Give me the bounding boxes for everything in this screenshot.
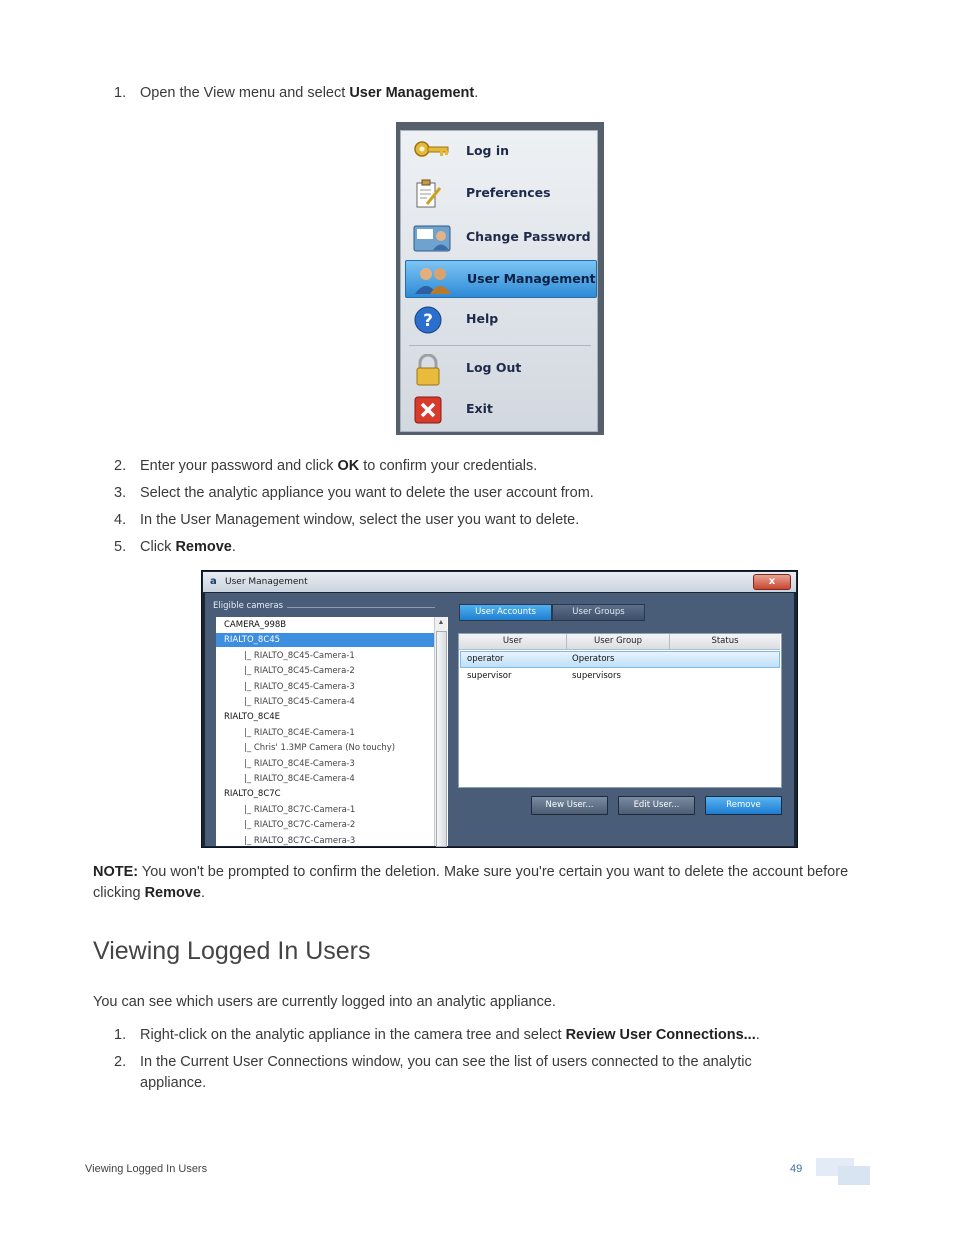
menu-item-label: User Management xyxy=(467,271,596,286)
group-divider xyxy=(287,607,435,608)
tree-item[interactable]: |_ Chris' 1.3MP Camera (No touchy) xyxy=(244,743,396,754)
footer-section-title: Viewing Logged In Users xyxy=(85,1163,208,1175)
tree-item[interactable]: RIALTO_8C7C xyxy=(224,789,281,800)
menu-item-label: Exit xyxy=(466,401,493,416)
tree-item[interactable]: RIALTO_8C45 xyxy=(216,633,434,647)
column-header-user[interactable]: User xyxy=(459,634,567,650)
tree-item[interactable]: |_ RIALTO_8C4E-Camera-4 xyxy=(244,774,355,784)
step-bold: Review User Connections... xyxy=(565,1027,756,1043)
step-bold: Remove xyxy=(175,539,232,555)
table-row[interactable] xyxy=(460,651,780,668)
tree-item[interactable]: |_ RIALTO_8C45-Camera-2 xyxy=(244,666,355,677)
cell-user-group: Operators xyxy=(572,654,615,664)
menu-item-label: Log Out xyxy=(466,360,522,375)
tree-item[interactable]: RIALTO_8C4E xyxy=(224,712,281,723)
view-menu xyxy=(400,130,598,432)
scroll-thumb[interactable] xyxy=(436,631,447,847)
menu-item-preferences[interactable] xyxy=(405,175,595,211)
step-number: 2. xyxy=(114,458,127,474)
camera-tree[interactable] xyxy=(216,617,448,846)
menu-item-label: Log in xyxy=(466,143,510,158)
menu-item-log-in[interactable] xyxy=(405,133,595,169)
tree-item[interactable]: |_ RIALTO_8C7C-Camera-1 xyxy=(244,804,356,815)
exit-icon xyxy=(413,395,443,423)
tab-user-groups[interactable]: User Groups xyxy=(552,604,645,621)
menu-item-user-management[interactable] xyxy=(405,260,597,298)
lock-icon xyxy=(413,354,443,382)
step-text: Enter your password and click xyxy=(140,458,338,474)
edit-user-button[interactable]: Edit User... xyxy=(618,796,695,815)
step-text: In the Current User Connections window, you can see the list of users connected to the analytic appliance. xyxy=(140,1054,752,1091)
menu-item-help[interactable] xyxy=(405,301,595,337)
note-text: You won't be prompted to confirm the deletion. Make sure you're certain you want to delete the account before clicking xyxy=(93,864,849,901)
menu-item-exit[interactable] xyxy=(405,391,595,427)
cell-user: supervisor xyxy=(467,671,512,681)
scroll-up-icon[interactable]: ▲ xyxy=(437,619,445,626)
menu-item-log-out[interactable] xyxy=(405,350,595,386)
step-bold: OK xyxy=(337,458,360,474)
tree-item[interactable]: |_ RIALTO_8C45-Camera-4 xyxy=(244,697,355,707)
key-icon xyxy=(413,137,443,165)
page-number: 49 xyxy=(790,1163,803,1175)
step-text: Select the analytic appliance you want to delete the user account from. xyxy=(140,485,594,501)
step-bold: User Management xyxy=(349,85,475,101)
cell-user-group: supervisors xyxy=(572,671,621,681)
tree-item[interactable]: |_ RIALTO_8C4E-Camera-1 xyxy=(244,727,355,738)
footer-decoration xyxy=(838,1166,870,1185)
note-label: NOTE: xyxy=(93,864,139,880)
step-post: . xyxy=(474,85,479,101)
step-post: . xyxy=(755,1027,760,1043)
close-button[interactable]: x xyxy=(753,574,791,590)
users-icon xyxy=(414,265,444,293)
note-post: . xyxy=(201,885,206,901)
app-logo-icon: a xyxy=(210,576,217,587)
step-post: . xyxy=(231,539,236,555)
window-title: User Management xyxy=(225,577,308,587)
step-text: Right-click on the analytic appliance in the camera tree and select xyxy=(140,1027,566,1043)
section-heading: Viewing Logged In Users xyxy=(93,937,371,965)
column-header-status[interactable]: Status xyxy=(670,634,780,650)
clipboard-icon xyxy=(413,179,443,207)
step-number: 1. xyxy=(114,85,127,101)
step-number: 2. xyxy=(114,1054,127,1070)
cell-user: operator xyxy=(467,654,504,664)
tree-scrollbar[interactable] xyxy=(434,617,447,846)
tree-item[interactable]: |_ RIALTO_8C4E-Camera-3 xyxy=(244,758,355,769)
step-number: 3. xyxy=(114,485,127,501)
step-text: Click xyxy=(140,539,176,555)
column-header-user-group[interactable]: User Group xyxy=(567,634,670,650)
note-bold: Remove xyxy=(144,885,201,901)
id-card-icon xyxy=(413,223,443,251)
window-titlebar xyxy=(203,572,796,592)
step-number: 5. xyxy=(114,539,127,555)
menu-item-change-password[interactable] xyxy=(405,219,595,255)
new-user-button[interactable]: New User... xyxy=(531,796,608,815)
tree-item[interactable]: CAMERA_998B xyxy=(224,620,287,630)
tree-item[interactable]: |_ RIALTO_8C7C-Camera-3 xyxy=(244,835,356,846)
intro-paragraph: You can see which users are currently logged into an analytic appliance. xyxy=(93,994,556,1010)
tab-user-accounts[interactable]: User Accounts xyxy=(459,604,552,621)
tree-item[interactable]: |_ RIALTO_8C45-Camera-1 xyxy=(244,650,355,661)
menu-separator xyxy=(409,345,591,346)
step-number: 1. xyxy=(114,1027,127,1043)
view-menu-screenshot xyxy=(396,122,604,435)
step-text: In the User Management window, select the user you want to delete. xyxy=(140,512,580,528)
menu-item-label: Help xyxy=(466,311,499,326)
step-text: Open the View menu and select xyxy=(140,85,350,101)
tree-item[interactable]: |_ RIALTO_8C7C-Camera-2 xyxy=(244,820,356,831)
user-accounts-grid xyxy=(458,633,782,788)
eligible-cameras-label: Eligible cameras xyxy=(213,601,284,611)
window-body xyxy=(205,593,794,846)
user-management-window xyxy=(201,570,798,848)
tree-item[interactable]: |_ RIALTO_8C45-Camera-3 xyxy=(244,681,355,692)
step-post: to confirm your credentials. xyxy=(359,458,538,474)
step-number: 4. xyxy=(114,512,127,528)
menu-item-label: Preferences xyxy=(466,185,551,200)
menu-item-label: Change Password xyxy=(466,229,591,244)
table-row[interactable] xyxy=(460,669,778,684)
remove-button[interactable]: Remove xyxy=(705,796,782,815)
note-paragraph xyxy=(93,862,863,904)
help-icon xyxy=(413,305,443,333)
svg-text:?: ? xyxy=(423,311,433,331)
